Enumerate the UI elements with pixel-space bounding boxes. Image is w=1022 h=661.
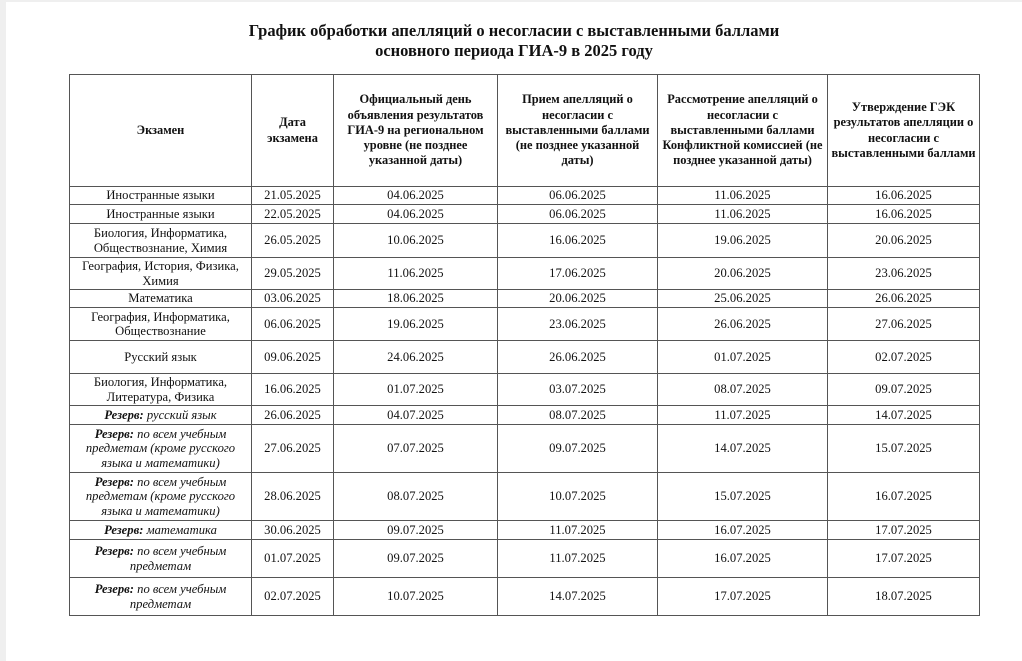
table-row [70,425,980,473]
table-row [70,521,980,540]
cell-gek-approval: 18.07.2025 [828,578,980,616]
reserve-label: Резерв: [94,544,135,558]
reserve-label: Резерв: [94,474,135,489]
cell-appeal-review: 26.06.2025 [658,308,828,341]
header-exam-date: Дата экзамена [252,75,334,187]
cell-appeal-acceptance: 06.06.2025 [498,205,658,224]
cell-appeal-review: 25.06.2025 [658,290,828,308]
cell-appeal-review: 01.07.2025 [658,341,828,374]
cell-appeal-acceptance: 08.07.2025 [498,406,658,425]
cell-exam-date: 28.06.2025 [252,473,334,521]
cell-exam [70,578,252,616]
table-row [70,473,980,521]
cell-exam [70,205,252,224]
header-results-date: Официальный день объявления результатов ГИА-9 на региональном уровне (не позднее указанной даты) [334,75,498,187]
cell-appeal-review: 20.06.2025 [658,258,828,290]
cell-results-date: 09.07.2025 [334,540,498,578]
cell-appeal-acceptance: 17.06.2025 [498,258,658,290]
cell-results-date: 10.06.2025 [334,224,498,258]
header-appeal-review: Рассмотрение апелляций о несогласии с выставленными баллами Конфликтной комиссией (не позднее указанной даты) [658,75,828,187]
reserve-label: Резерв: [94,582,135,596]
cell-exam-date: 22.05.2025 [252,205,334,224]
exam-subjects: Иностранные языки [106,188,215,203]
cell-exam [70,224,252,258]
table-row [70,258,980,290]
cell-appeal-acceptance: 26.06.2025 [498,341,658,374]
cell-exam [70,406,252,425]
cell-appeal-review: 11.07.2025 [658,406,828,425]
table-row [70,540,980,578]
cell-exam-date: 21.05.2025 [252,187,334,205]
cell-exam-date: 16.06.2025 [252,374,334,406]
cell-gek-approval: 16.06.2025 [828,187,980,205]
cell-appeal-review: 11.06.2025 [658,205,828,224]
cell-gek-approval: 16.07.2025 [828,473,980,521]
cell-results-date: 10.07.2025 [334,578,498,616]
cell-appeal-review: 11.06.2025 [658,187,828,205]
cell-exam-date: 26.06.2025 [252,406,334,425]
cell-exam-date: 03.06.2025 [252,290,334,308]
document-page [6,2,1022,661]
cell-appeal-review: 08.07.2025 [658,374,828,406]
cell-exam [70,425,252,473]
cell-gek-approval: 17.07.2025 [828,540,980,578]
cell-exam [70,290,252,308]
table-row [70,374,980,406]
cell-gek-approval: 02.07.2025 [828,341,980,374]
exam-subjects: математика [146,522,217,537]
cell-appeal-acceptance: 16.06.2025 [498,224,658,258]
appeals-schedule-table [69,74,980,616]
exam-subjects: Русский язык [124,349,197,364]
cell-exam-date: 26.05.2025 [252,224,334,258]
cell-exam-date: 27.06.2025 [252,425,334,473]
cell-results-date: 18.06.2025 [334,290,498,308]
cell-exam-date: 06.06.2025 [252,308,334,341]
cell-appeal-acceptance: 03.07.2025 [498,374,658,406]
document-title [6,21,1022,61]
cell-results-date: 01.07.2025 [334,374,498,406]
cell-exam [70,308,252,341]
cell-appeal-acceptance: 10.07.2025 [498,473,658,521]
header-exam: Экзамен [70,75,252,187]
cell-results-date: 19.06.2025 [334,308,498,341]
cell-appeal-acceptance: 09.07.2025 [498,425,658,473]
cell-results-date: 11.06.2025 [334,258,498,290]
cell-exam [70,341,252,374]
cell-appeal-review: 19.06.2025 [658,224,828,258]
table-row [70,290,980,308]
cell-exam-date: 30.06.2025 [252,521,334,540]
table-row [70,308,980,341]
cell-results-date: 04.06.2025 [334,205,498,224]
exam-subjects: русский язык [146,407,217,422]
cell-gek-approval: 20.06.2025 [828,224,980,258]
cell-exam-date: 02.07.2025 [252,578,334,616]
cell-appeal-review: 16.07.2025 [658,540,828,578]
exam-subjects: География, История, Физика, Химия [82,259,239,288]
exam-subjects: по всем учебным предметам (кроме русского языка и математики) [85,426,236,470]
table-header-row [70,75,980,187]
cell-appeal-review: 15.07.2025 [658,473,828,521]
table-row [70,341,980,374]
cell-gek-approval: 27.06.2025 [828,308,980,341]
cell-appeal-acceptance: 14.07.2025 [498,578,658,616]
table-body [70,187,980,616]
exam-subjects: Биология, Информатика, Литература, Физика [93,375,228,404]
table-row [70,224,980,258]
cell-exam [70,521,252,540]
cell-appeal-acceptance: 11.07.2025 [498,540,658,578]
cell-appeal-acceptance: 20.06.2025 [498,290,658,308]
cell-exam [70,540,252,578]
cell-exam [70,473,252,521]
header-gek-approval: Утверждение ГЭК результатов апелляции о несогласии с выставленными баллами [828,75,980,187]
cell-exam-date: 09.06.2025 [252,341,334,374]
exam-subjects: по всем учебным предметам [129,582,227,611]
table-row [70,205,980,224]
header-appeal-acceptance: Прием апелляций о несогласии с выставленными баллами (не позднее указанной даты) [498,75,658,187]
cell-exam-date: 01.07.2025 [252,540,334,578]
exam-subjects: Иностранные языки [106,206,215,221]
reserve-label: Резерв: [104,407,144,422]
cell-exam-date: 29.05.2025 [252,258,334,290]
cell-gek-approval: 15.07.2025 [828,425,980,473]
exam-subjects: Биология, Информатика, Обществознание, Химия [93,226,228,255]
cell-appeal-review: 16.07.2025 [658,521,828,540]
cell-gek-approval: 23.06.2025 [828,258,980,290]
cell-exam [70,374,252,406]
cell-results-date: 04.07.2025 [334,406,498,425]
cell-results-date: 09.07.2025 [334,521,498,540]
title-line-2: основного периода ГИА-9 в 2025 году [375,41,653,60]
cell-exam [70,187,252,205]
cell-results-date: 04.06.2025 [334,187,498,205]
exam-subjects: Математика [128,291,193,306]
exam-subjects: по всем учебным предметам [129,544,227,573]
cell-appeal-review: 14.07.2025 [658,425,828,473]
cell-gek-approval: 14.07.2025 [828,406,980,425]
table-row [70,406,980,425]
exam-subjects: География, Информатика, Обществознание [91,309,230,338]
cell-gek-approval: 17.07.2025 [828,521,980,540]
reserve-label: Резерв: [104,522,144,537]
cell-results-date: 24.06.2025 [334,341,498,374]
cell-results-date: 07.07.2025 [334,425,498,473]
cell-exam [70,258,252,290]
cell-appeal-acceptance: 11.07.2025 [498,521,658,540]
table-row [70,187,980,205]
cell-appeal-review: 17.07.2025 [658,578,828,616]
cell-appeal-acceptance: 06.06.2025 [498,187,658,205]
cell-gek-approval: 26.06.2025 [828,290,980,308]
cell-gek-approval: 16.06.2025 [828,205,980,224]
title-line-1: График обработки апелляций о несогласии с выставленными баллами [248,21,780,40]
exam-subjects: по всем учебным предметам (кроме русского языка и математики) [85,474,236,518]
table-row [70,578,980,616]
reserve-label: Резерв: [94,426,135,441]
cell-results-date: 08.07.2025 [334,473,498,521]
cell-gek-approval: 09.07.2025 [828,374,980,406]
cell-appeal-acceptance: 23.06.2025 [498,308,658,341]
